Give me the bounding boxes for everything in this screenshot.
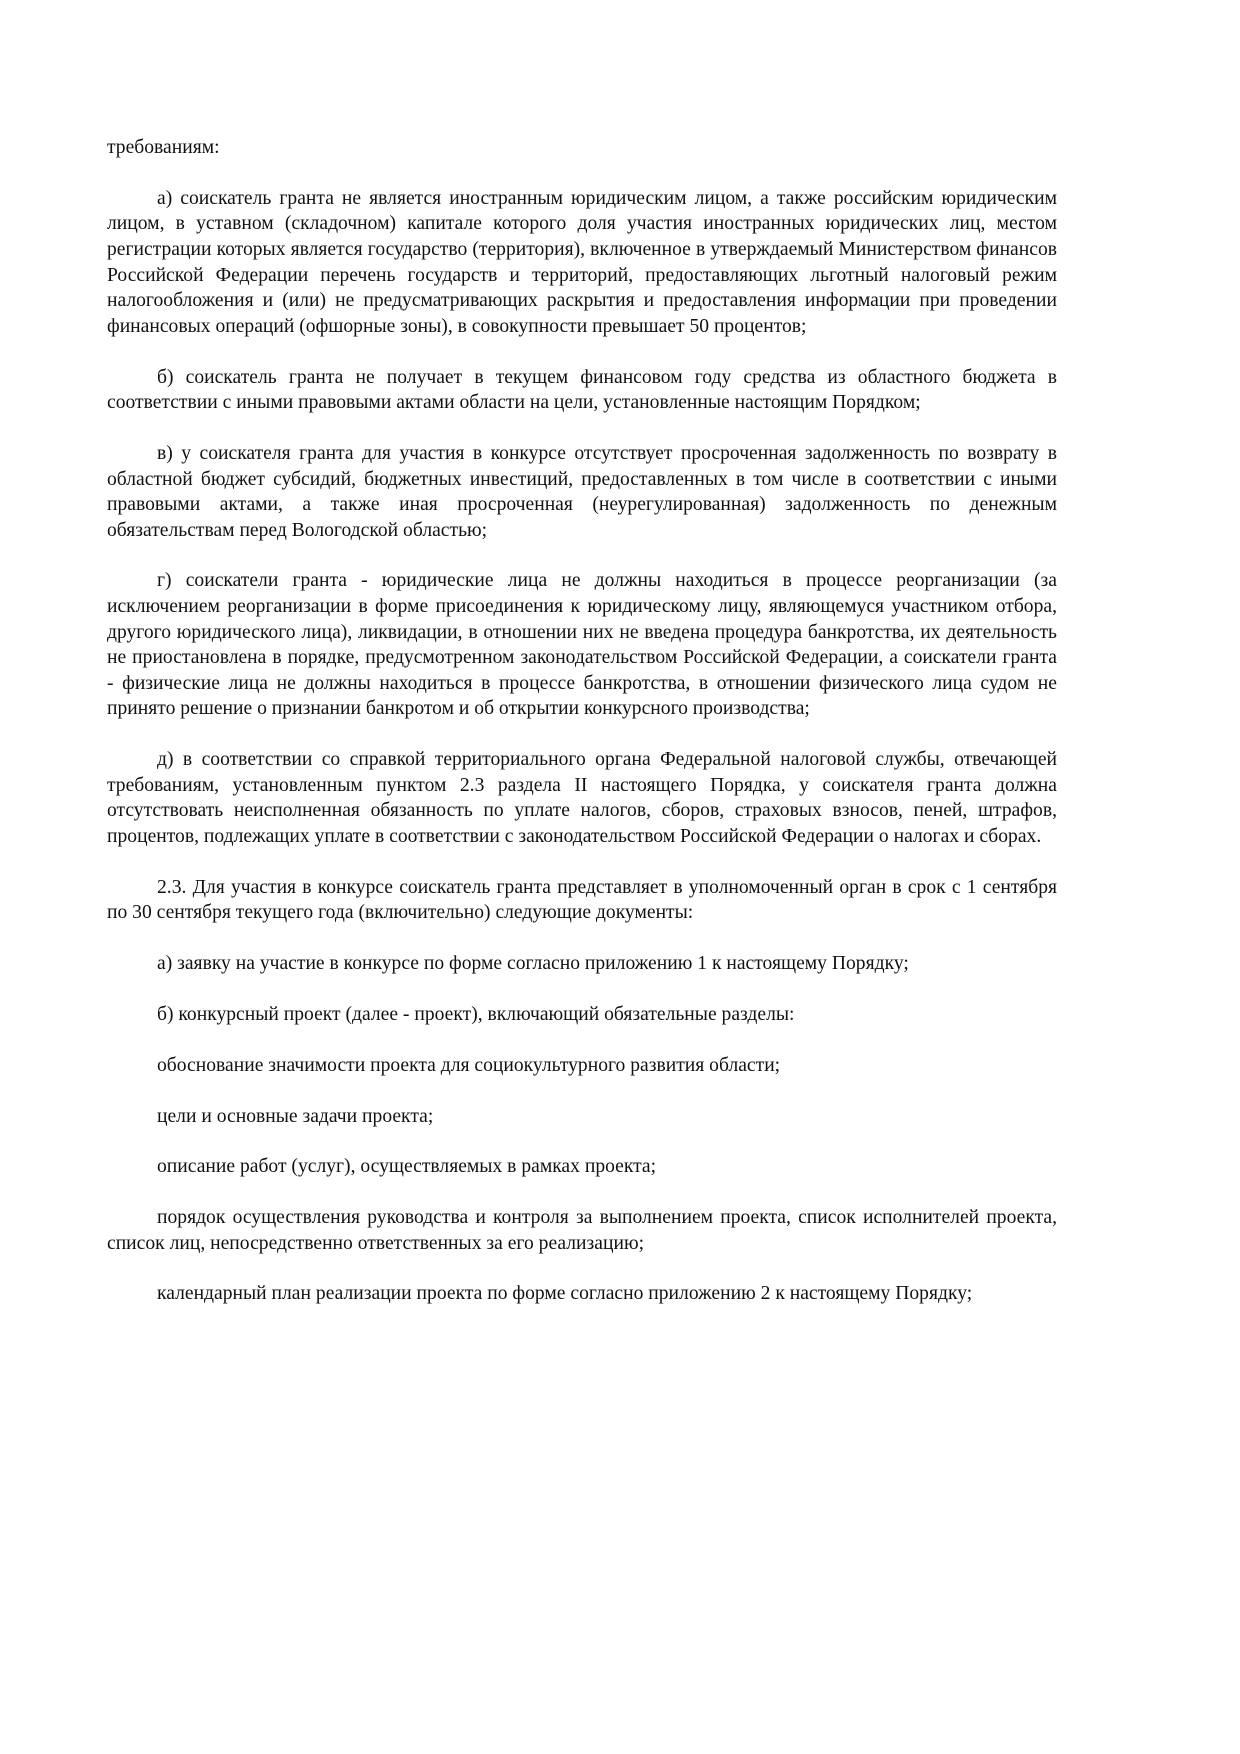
paragraph-requirement-a: а) соискатель гранта не является иностранным юридическим лицом, а также российским юридическим лицом, в уставном (складочном) капитале которого доля участия иностранных юридических лиц, местом регистрации которых является государство (территория), включенное в утверждаемый Министерством финансов Российской Федерации перечень государств и территорий, предоставляющих льготный налоговый режим налогообложения и (или) не предусматривающих раскрытия и предоставления информации при проведении финансовых операций (офшорные зоны), в совокупности превышает 50 процентов; [107,187,1057,337]
document-page [107,135,1057,1332]
paragraph-project-section-4: порядок осуществления руководства и контроля за выполнением проекта, список исполнителей проекта, список лиц, непосредственно ответственных за его реализацию; [107,1207,1057,1254]
paragraph-project-section-2: цели и основные задачи проекта; [157,1105,434,1127]
paragraph-document-a: а) заявку на участие в конкурсе по форме согласно приложению 1 к настоящему Порядку; [157,953,909,975]
paragraph-intro-tail: требованиям: [107,137,220,158]
paragraph-requirement-v: в) у соискателя гранта для участия в конкурсе отсутствует просроченная задолженность по возврату в областной бюджет субсидий, бюджетных инвестиций, предоставленных в том числе в соответствии с иными правовыми актами, а также иная просроченная (неурегулированная) задолженность по денежным обязательствам перед Вологодской областью; [107,442,1057,541]
paragraph-project-section-3: описание работ (услуг), осуществляемых в рамках проекта; [157,1156,657,1178]
paragraph-document-b: б) конкурсный проект (далее - проект), включающий обязательные разделы: [157,1003,795,1025]
paragraph-requirement-b: б) соискатель гранта не получает в текущем финансовом году средства из областного бюджета в соответствии с иными правовыми актами области на цели, установленные настоящим Порядком; [107,366,1057,414]
paragraph-clause-2-3: 2.3. Для участия в конкурсе соискатель гранта представляет в уполномоченный орган в срок с 1 сентября по 30 сентября текущего года (включительно) следующие документы: [107,876,1057,924]
paragraph-project-section-5: календарный план реализации проекта по форме согласно приложению 2 к настоящему Порядку; [157,1283,973,1305]
paragraph-requirement-d: д) в соответствии со справкой территориального органа Федеральной налоговой службы, отвечающей требованиям, установленным пунктом 2.3 раздела II настоящего Порядка, у соискателя гранта должна отсутствовать неисполненная обязанность по уплате налогов, сборов, страховых взносов, пеней, штрафов, процентов, подлежащих уплате в соответствии с законодательством Российской Федерации о налогах и сборах. [107,749,1057,847]
paragraph-requirement-g: г) соискатели гранта - юридические лица не должны находиться в процессе реорганизации (за исключением реорганизации в форме присоединения к юридическому лицу, являющемуся участником отбора, другого юридического лица), ликвидации, в отношении них не введена процедура банкротства, их деятельность не приостановлена в порядке, предусмотренном законодательством Российской Федерации, а соискатели гранта - физические лица не должны находиться в процессе банкротства, в отношении физического лица судом не принято решение о признании банкротом и об открытии конкурсного производства; [107,570,1057,720]
paragraph-project-section-1: обоснование значимости проекта для социокультурного развития области; [157,1054,781,1076]
